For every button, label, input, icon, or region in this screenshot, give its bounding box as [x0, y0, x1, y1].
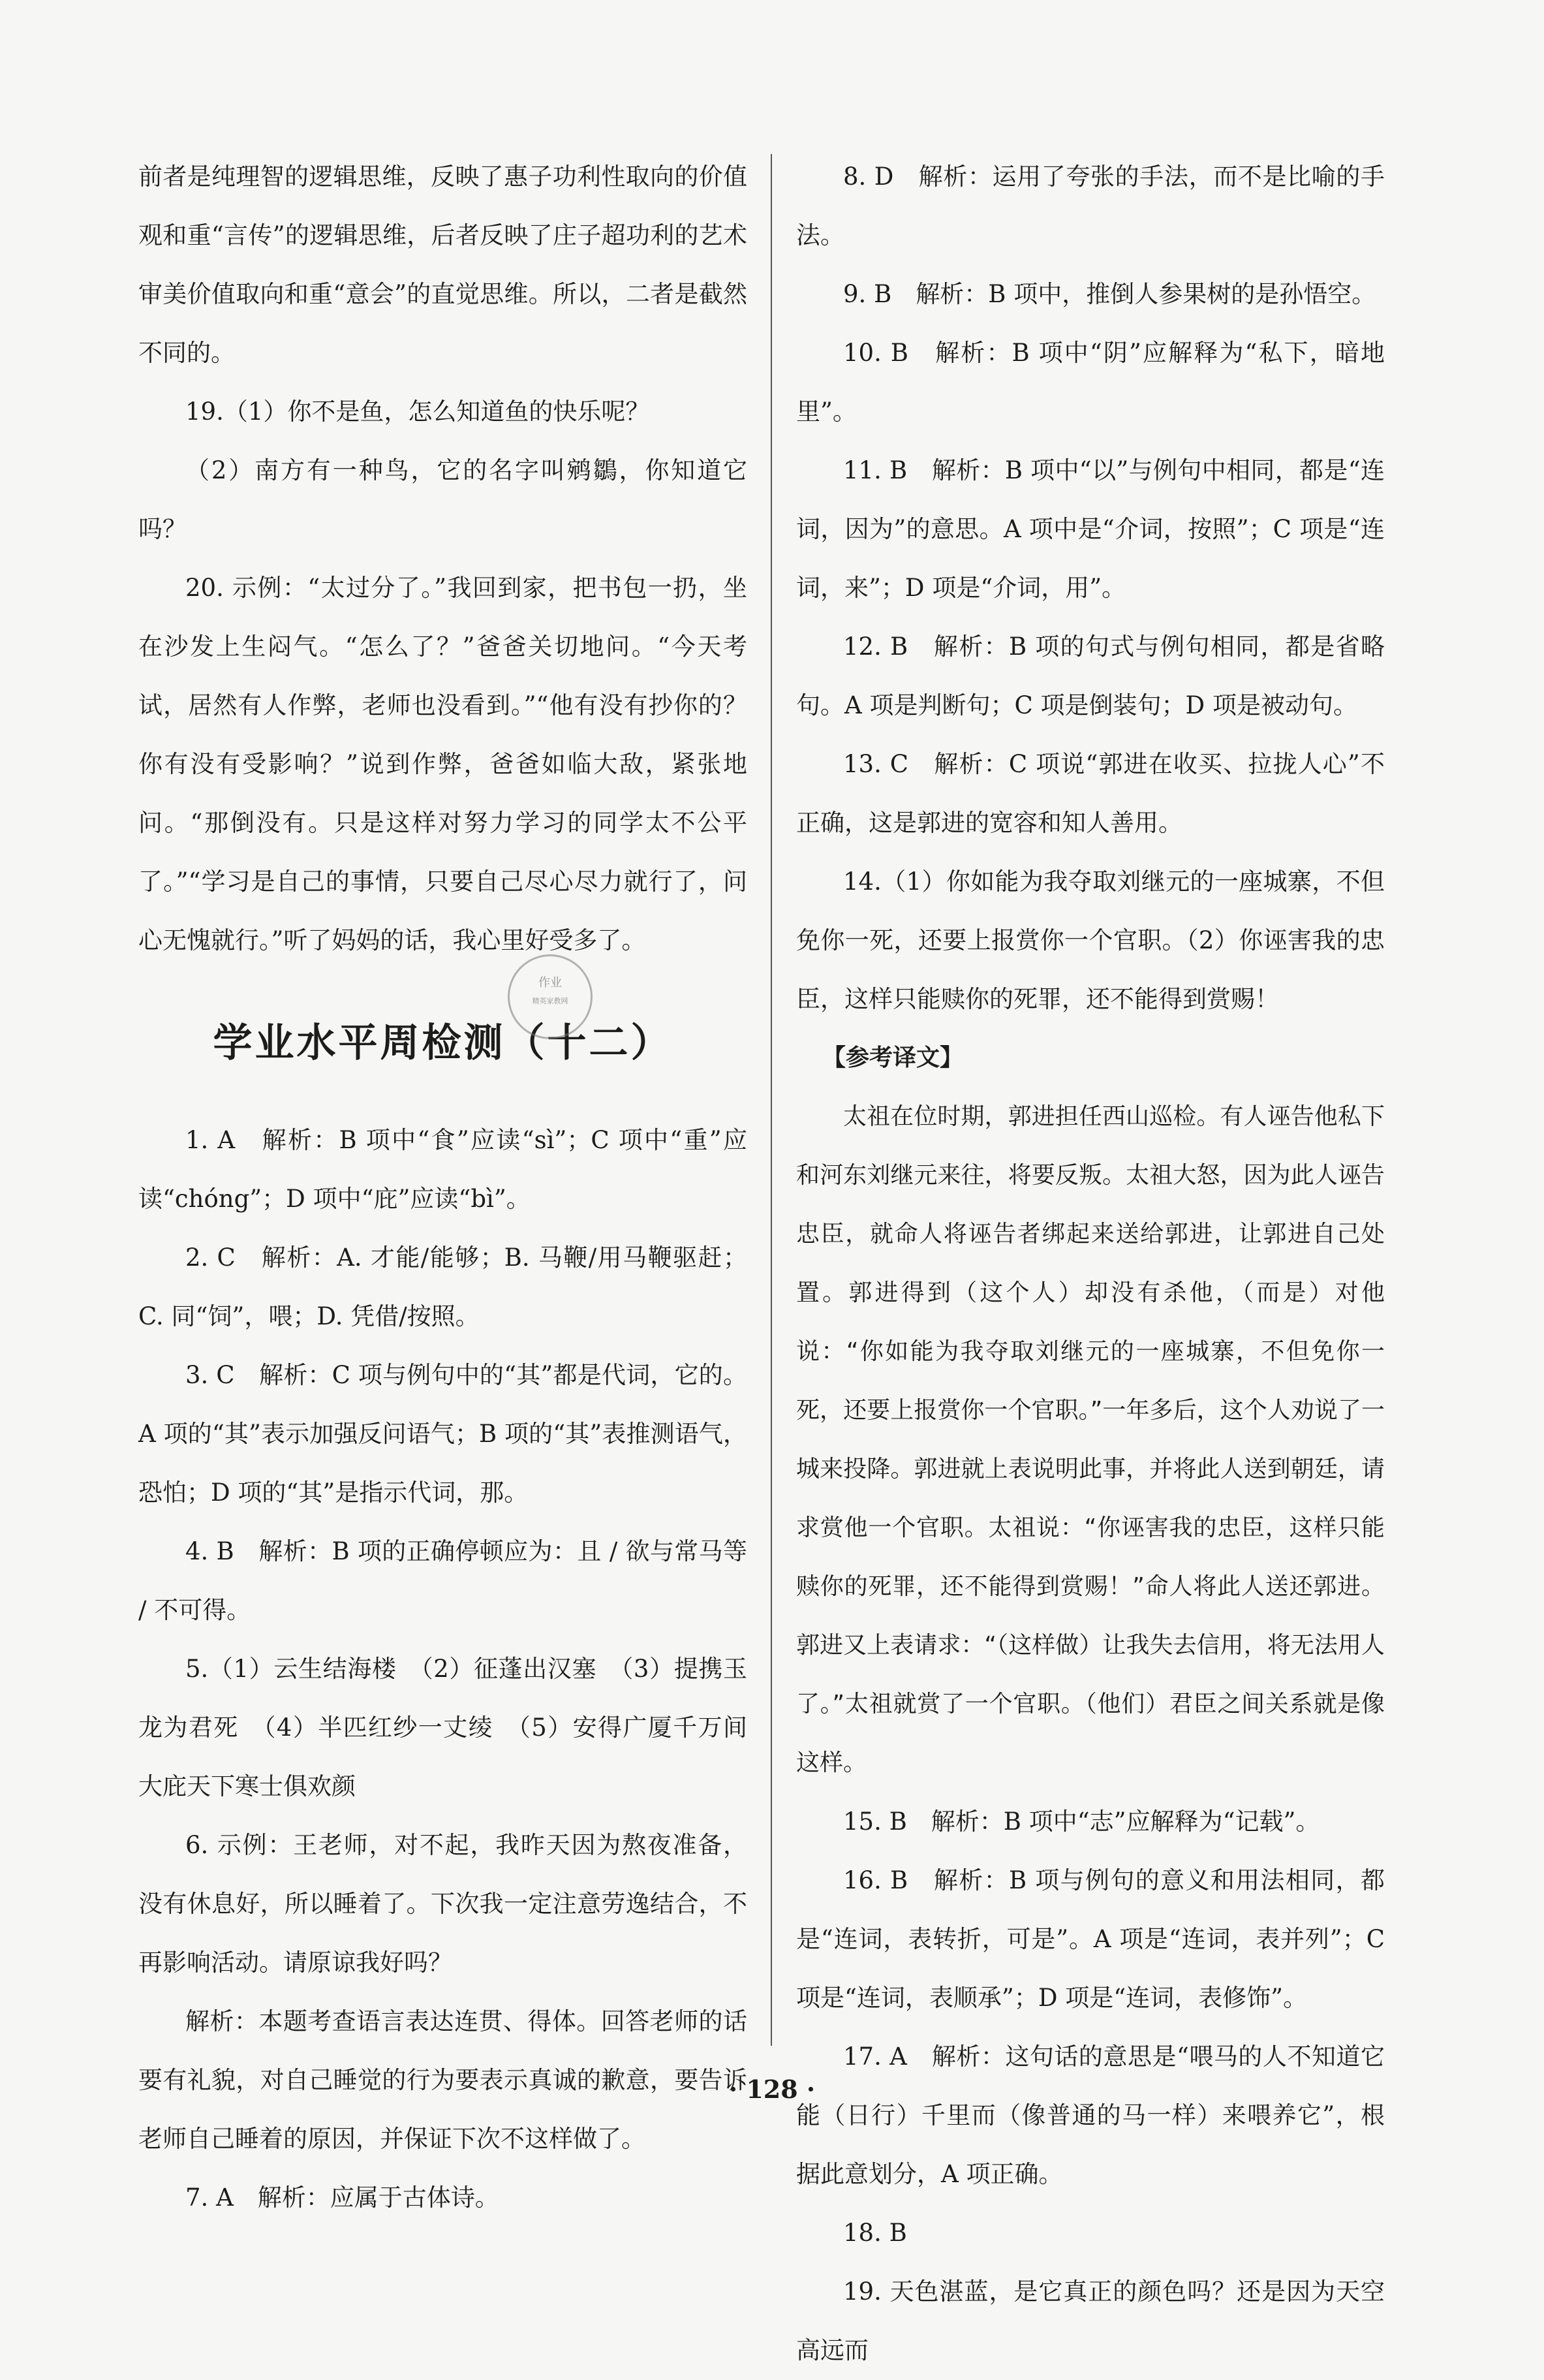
answer-12: 12. B 解析：B 项的句式与例句相同，都是省略句。A 项是判断句；C 项是倒装句；D 项是被动句。	[796, 633, 1385, 719]
answer-16: 16. B 解析：B 项与例句的意义和用法相同，都是“连词，表转折，可是”。A 项是“连词，表并列”；C 项是“连词，表顺承”；D 项是“连词，表修饰”。	[796, 1866, 1385, 2012]
answer-3: 3. C 解析：C 项与例句中的“其”都是代词，它的。A 项的“其”表示加强反问语气；B 项的“其”表推测语气，恐怕；D 项的“其”是指示代词，那。	[138, 1361, 747, 1507]
answer-14: 14.（1）你如能为我夺取刘继元的一座城寨，不但免你一死，还要上报赏你一个官职。（2）你诬害我的忠臣，这样只能赎你的死罪，还不能得到赏赐！	[796, 868, 1385, 1013]
answer-continuation: 前者是纯理智的逻辑思维，反映了惠子功利性取向的价值观和重“言传”的逻辑思维，后者反映了庄子超功利的艺术审美价值取向和重“意会”的直觉思维。所以，二者是截然不同的。	[138, 163, 747, 367]
column-divider	[771, 154, 772, 2046]
answer-2: 2. C 解析：A. 才能/能够；B. 马鞭/用马鞭驱赶；C. 同“饲”，喂；D. 凭借/按照。	[138, 1244, 747, 1330]
answer-6: 6. 示例：王老师，对不起，我昨天因为熬夜准备，没有休息好，所以睡着了。下次我一定注意劳逸结合，不再影响活动。请原谅我好吗？	[138, 1831, 747, 1977]
answer-17: 17. A 解析：这句话的意思是“喂马的人不知道它能（日行）千里而（像普通的马一样）来喂养它”，根据此意划分，A 项正确。	[796, 2043, 1385, 2188]
answer-19-1: 19.（1）你不是鱼，怎么知道鱼的快乐呢？	[185, 398, 650, 426]
answer-18: 18. B	[843, 2219, 907, 2247]
answer-7: 7. A 解析：应属于古体诗。	[185, 2184, 499, 2212]
answer-6-analysis: 解析：本题考查语言表达连贯、得体。回答老师的话要有礼貌，对自己睡觉的行为要表示真诚的歉意，要告诉老师自己睡着的原因，并保证下次不这样做了。	[138, 2007, 747, 2153]
section-title: 学业水平周检测（十二）	[213, 1020, 673, 1066]
answer-5: 5.（1）云生结海楼 （2）征蓬出汉塞 （3）提携玉龙为君死 （4）半匹红纱一丈绫 （5）安得广厦千万间 大庇天下寒士俱欢颜	[138, 1655, 771, 1800]
answer-19-2: （2）南方有一种鸟，它的名字叫鹓鶵，你知道它吗？	[138, 456, 747, 543]
reference-translation: 太祖在位时期，郭进担任西山巡检。有人诬告他私下和河东刘继元来往，将要反叛。太祖大怒，因为此人诬告忠臣，就命人将诬告者绑起来送给郭进，让郭进自己处置。郭进得到（这个人）却没有杀他，（而是）对他说：“你如能为我夺取刘继元的一座城寨，不但免你一死，还要上报赏你一个官职。”一年多后，这个人劝说了一城来投降。郭进就上表说明此事，并将此人送到朝廷，请求赏他一个官职。太祖说：“你诬害我的忠臣，这样只能赎你的死罪，还不能得到赏赐！”命人将此人送还郭进。郭进又上表请求：“（这样做）让我失去信用，将无法用人了。”太祖就赏了一个官职。（他们）君臣之间关系就是像这样。	[796, 1103, 1385, 1776]
answer-20: 20. 示例：“太过分了。”我回到家，把书包一扔，坐在沙发上生闷气。“怎么了？”爸爸关切地问。“今天考试，居然有人作弊，老师也没看到。”“他有没有抄你的？你有没有受影响？”说到作弊，爸爸如临大敌，紧张地问。“那倒没有。只是这样对努力学习的同学太不公平了。”“学习是自己的事情，只要自己尽心尽力就行了，问心无愧就行。”听了妈妈的话，我心里好受多了。	[138, 574, 747, 954]
answer-1: 1. A 解析：B 项中“食”应读“sì”；C 项中“重”应读“chóng”；D 项中“庇”应读“bì”。	[138, 1126, 747, 1213]
answer-8: 8. D 解析：运用了夸张的手法，而不是比喻的手法。	[796, 163, 1385, 249]
stamp-line-1: 作业	[538, 976, 562, 990]
watermark-stamp	[508, 954, 593, 1039]
answer-11: 11. B 解析：B 项中“以”与例句中相同，都是“连词，因为”的意思。A 项中是“介词，按照”；C 项是“连词，来”；D 项是“介词，用”。	[796, 456, 1385, 602]
left-column	[138, 148, 771, 2227]
answer-9: 9. B 解析：B 项中，推倒人参果树的是孙悟空。	[843, 280, 1376, 308]
answer-19: 19. 天色湛蓝，是它真正的颜色吗？还是因为天空高远而	[796, 2278, 1385, 2364]
stamp-line-2: 精英家教网	[532, 997, 568, 1005]
right-column	[796, 148, 1385, 2380]
answer-4: 4. B 解析：B 项的正确停顿应为：且 / 欲与常马等 / 不可得。	[138, 1537, 747, 1624]
answer-15: 15. B 解析：B 项中“志”应解释为“记载”。	[843, 1808, 1320, 1836]
answer-13: 13. C 解析：C 项说“郭进在收买、拉拢人心”不正确，这是郭进的宽容和知人善用。	[796, 750, 1385, 837]
answer-10: 10. B 解析：B 项中“阴”应解释为“私下，暗地里”。	[796, 339, 1385, 426]
reference-translation-title: 【参考译文】	[822, 1044, 964, 1071]
page-number: · 128 ·	[728, 2075, 816, 2104]
